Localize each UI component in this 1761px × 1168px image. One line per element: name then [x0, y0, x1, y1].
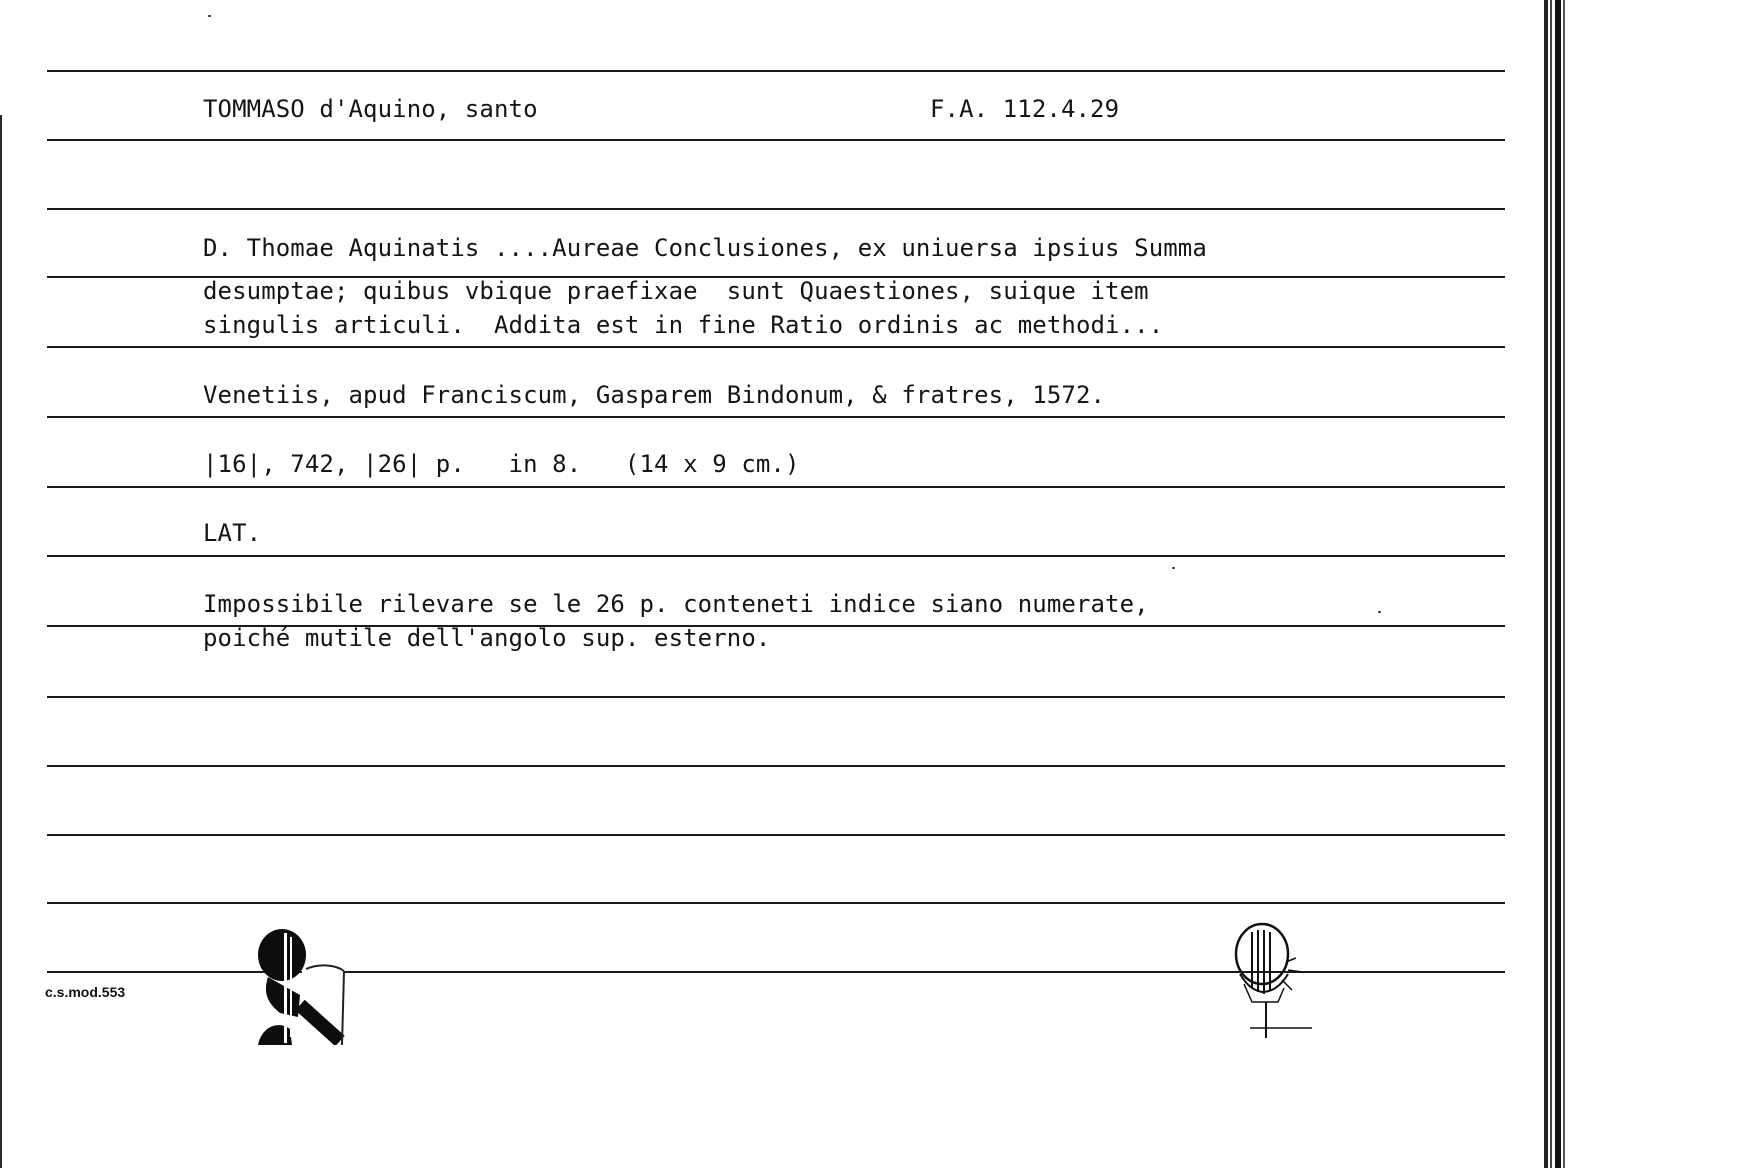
ruled-line [47, 696, 1505, 698]
punch-hole-stamp-icon [240, 925, 360, 1045]
paper-speck [1172, 567, 1175, 569]
note-line: Impossibile rilevare se le 26 p. conteneti indice siano numerate, [203, 590, 1149, 618]
note-line: poiché mutile dell'angolo sup. esterno. [203, 624, 771, 652]
library-seal-stamp-icon [1222, 918, 1322, 1038]
ruled-line [47, 834, 1505, 836]
paper-speck [1378, 611, 1381, 613]
ruled-line [47, 346, 1505, 348]
card-edge-shadow [1555, 0, 1561, 1168]
paper-speck [208, 15, 211, 17]
form-code: c.s.mod.553 [45, 984, 126, 1000]
card-edge-shadow [1563, 0, 1565, 1168]
language: LAT. [203, 519, 262, 547]
ruled-line [47, 208, 1505, 210]
card-edge-shadow [1544, 0, 1548, 1168]
ruled-line [47, 486, 1505, 488]
ruled-line [47, 416, 1505, 418]
card-edge-shadow [0, 115, 2, 1168]
ruled-line [47, 765, 1505, 767]
card-edge-shadow [1550, 0, 1552, 1168]
title-line: desumptae; quibus vbique praefixae sunt Quaestiones, suique item [203, 277, 1149, 305]
ruled-line [47, 555, 1505, 557]
title-line: D. Thomae Aquinatis ....Aureae Conclusiones, ex uniuersa ipsius Summa [203, 234, 1207, 262]
collation: |16|, 742, |26| p. in 8. (14 x 9 cm.) [203, 450, 800, 478]
ruled-line [47, 70, 1505, 72]
ruled-line [47, 902, 1505, 904]
shelfmark: F.A. 112.4.29 [930, 95, 1120, 123]
imprint: Venetiis, apud Franciscum, Gasparem Bindonum, & fratres, 1572. [203, 381, 1106, 409]
title-line: singulis articuli. Addita est in fine Ratio ordinis ac methodi... [203, 311, 1164, 339]
author-heading: TOMMASO d'Aquino, santo [203, 95, 538, 123]
ruled-line [47, 139, 1505, 141]
